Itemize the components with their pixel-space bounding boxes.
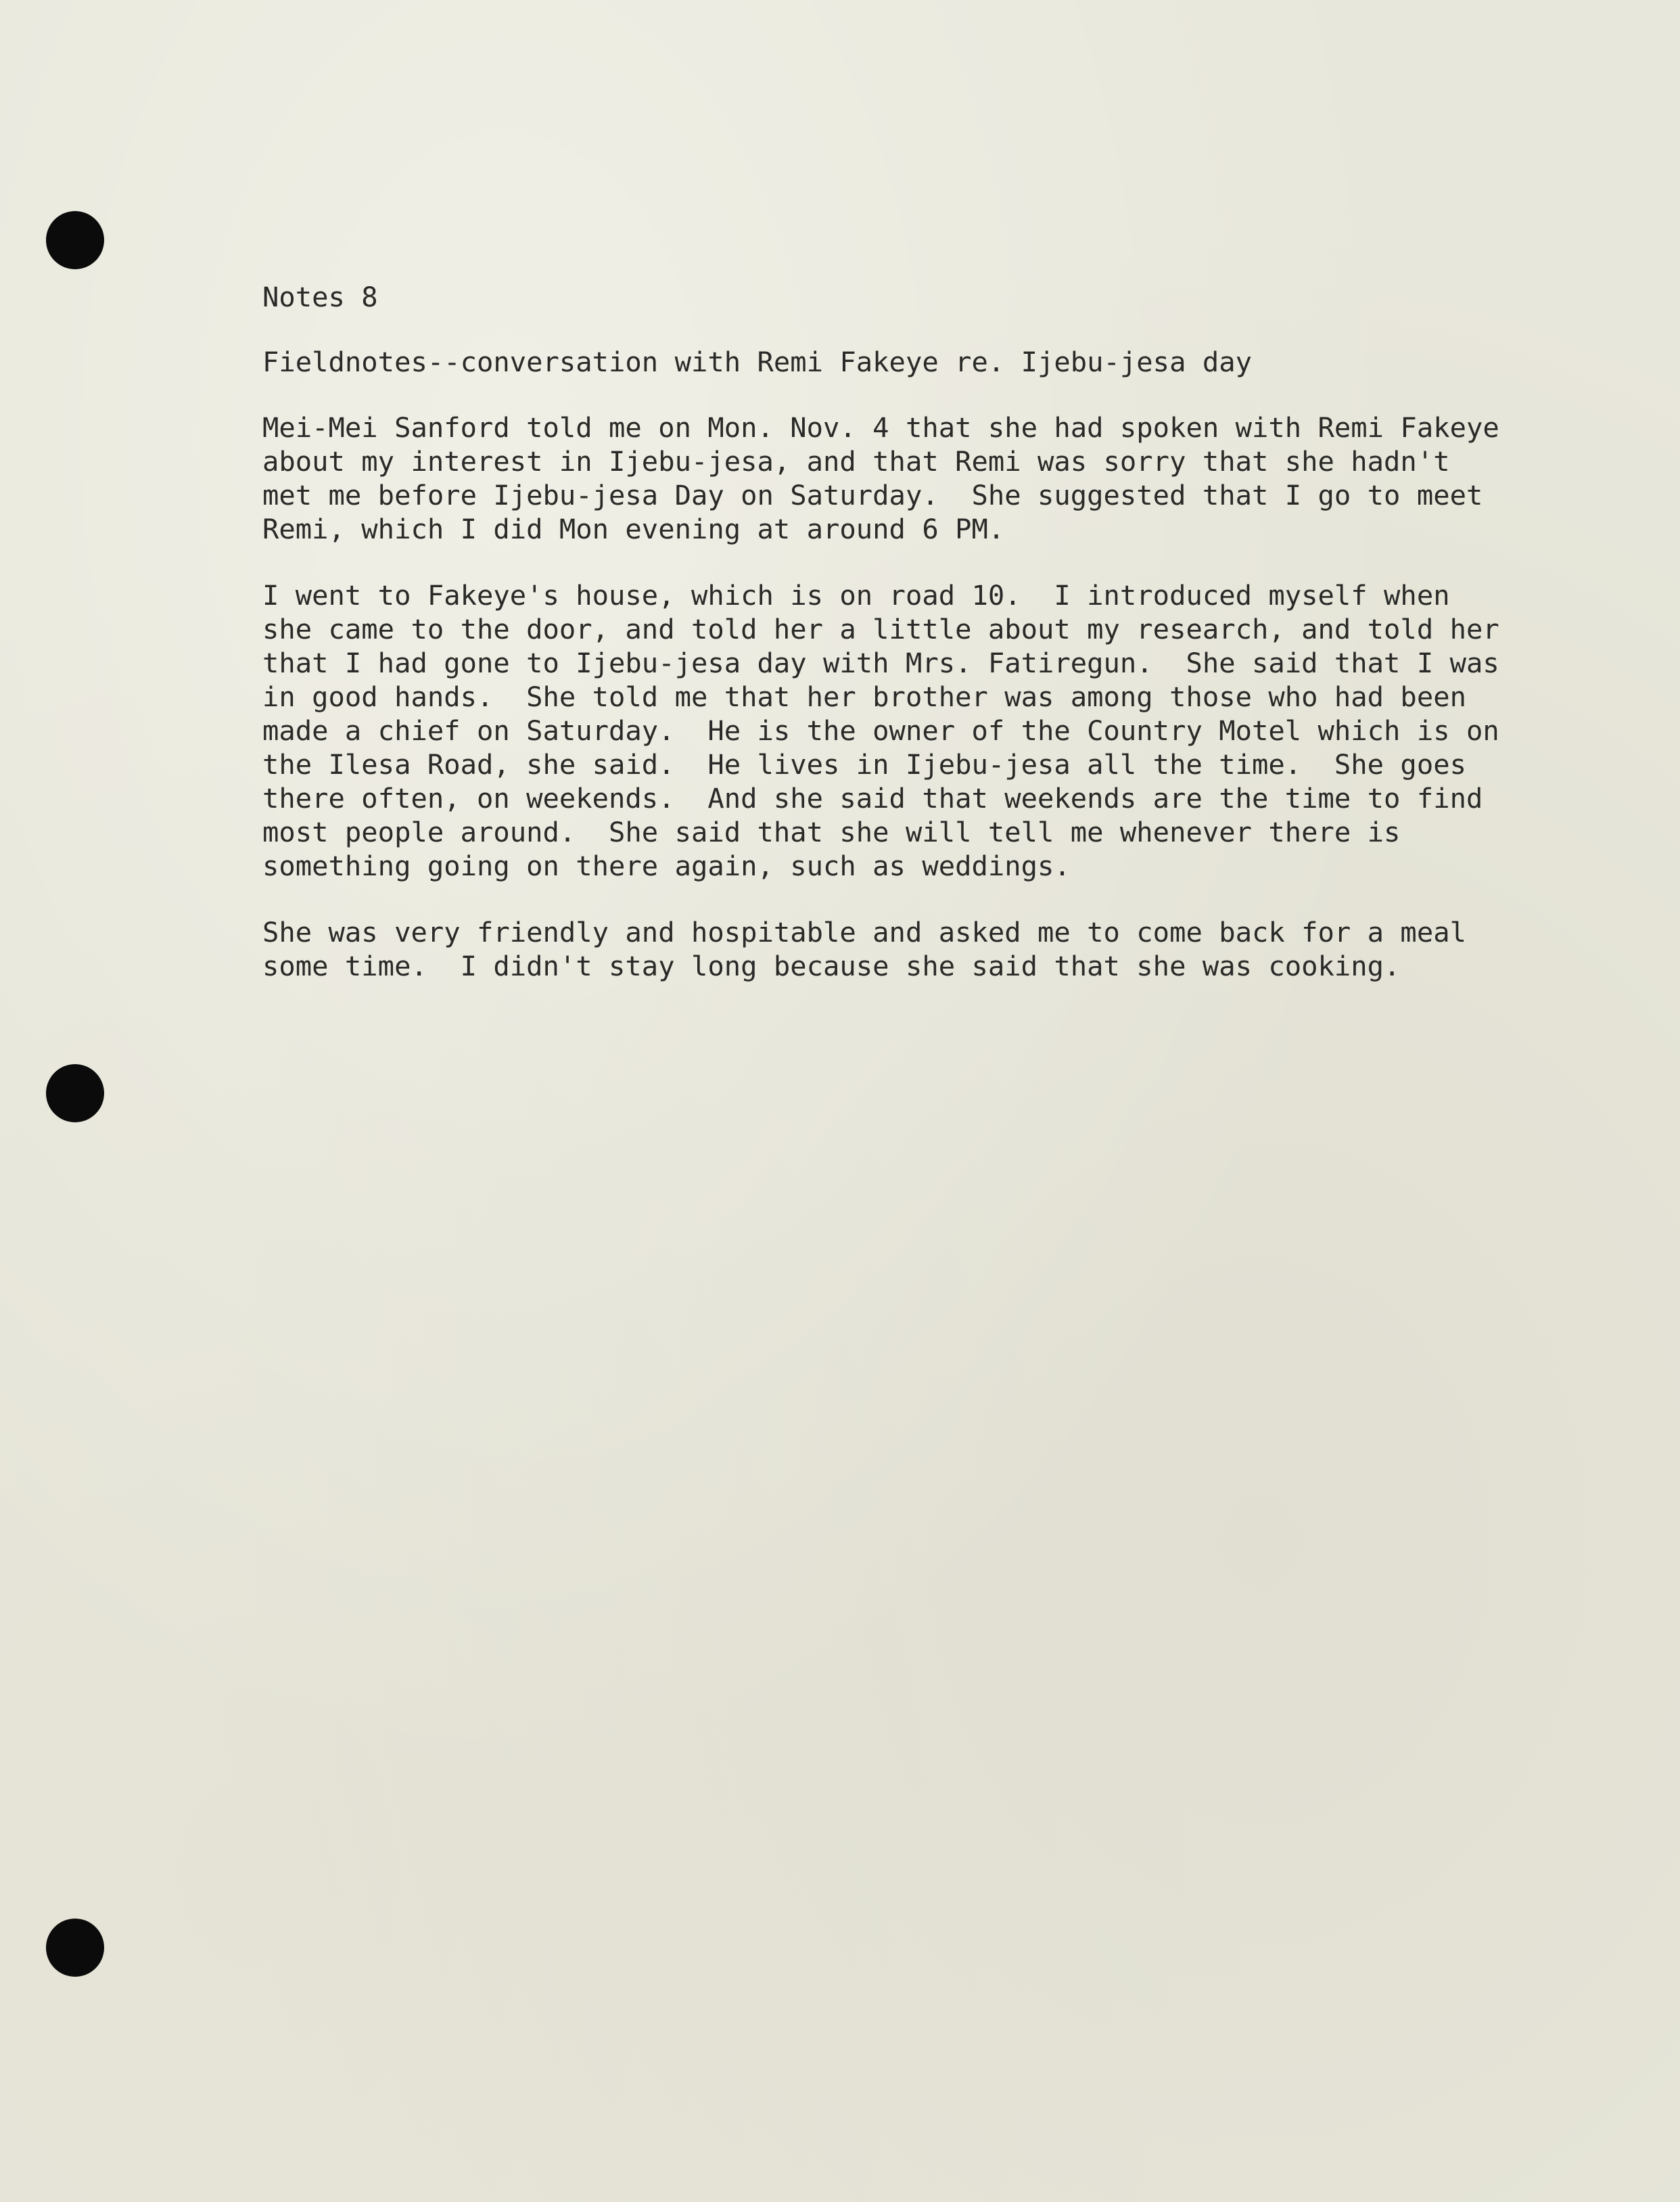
paragraph-3 [262,915,1520,983]
paragraph-1 [262,411,1520,546]
paragraph-line: She was very friendly and hospitable and asked me to come back for a meal [262,916,1466,948]
notes-subtitle: Fieldnotes--conversation with Remi Fakeye re. Ijebu-jesa day [262,346,1252,378]
punch-hole-top [46,211,104,269]
punch-hole-bottom [46,1919,104,1977]
punch-hole-middle [46,1064,104,1122]
paragraph-line: I went to Fakeye's house, which is on road 10. I introduced myself when [262,579,1450,612]
paragraph-line: in good hands. She told me that her brother was among those who had been [262,681,1466,713]
paragraph-line: about my interest in Ijebu-jesa, and that Remi was sorry that she hadn't [262,445,1450,478]
paragraph-line: met me before Ijebu-jesa Day on Saturday. She suggested that I go to meet [262,479,1483,511]
paragraph-line: Remi, which I did Mon evening at around 6 PM. [262,513,1005,545]
paragraph-line: that I had gone to Ijebu-jesa day with Mrs. Fatiregun. She said that I was [262,647,1499,679]
paragraph-line: Mei-Mei Sanford told me on Mon. Nov. 4 that she had spoken with Remi Fakeye [262,411,1499,444]
paragraph-line: the Ilesa Road, she said. He lives in Ijebu-jesa all the time. She goes [262,748,1466,781]
typed-notes [262,280,1520,1015]
paragraph-line: most people around. She said that she will tell me whenever there is [262,816,1401,848]
paragraph-line: something going on there again, such as weddings. [262,850,1071,882]
paragraph-line: there often, on weekends. And she said that weekends are the time to find [262,782,1483,815]
paragraph-line: she came to the door, and told her a little about my research, and told her [262,613,1499,645]
paragraph-line: some time. I didn't stay long because she said that she was cooking. [262,950,1401,982]
paragraph-line: made a chief on Saturday. He is the owner of the Country Motel which is on [262,714,1499,747]
paragraph-2 [262,578,1520,883]
notes-heading: Notes 8 [262,281,378,313]
